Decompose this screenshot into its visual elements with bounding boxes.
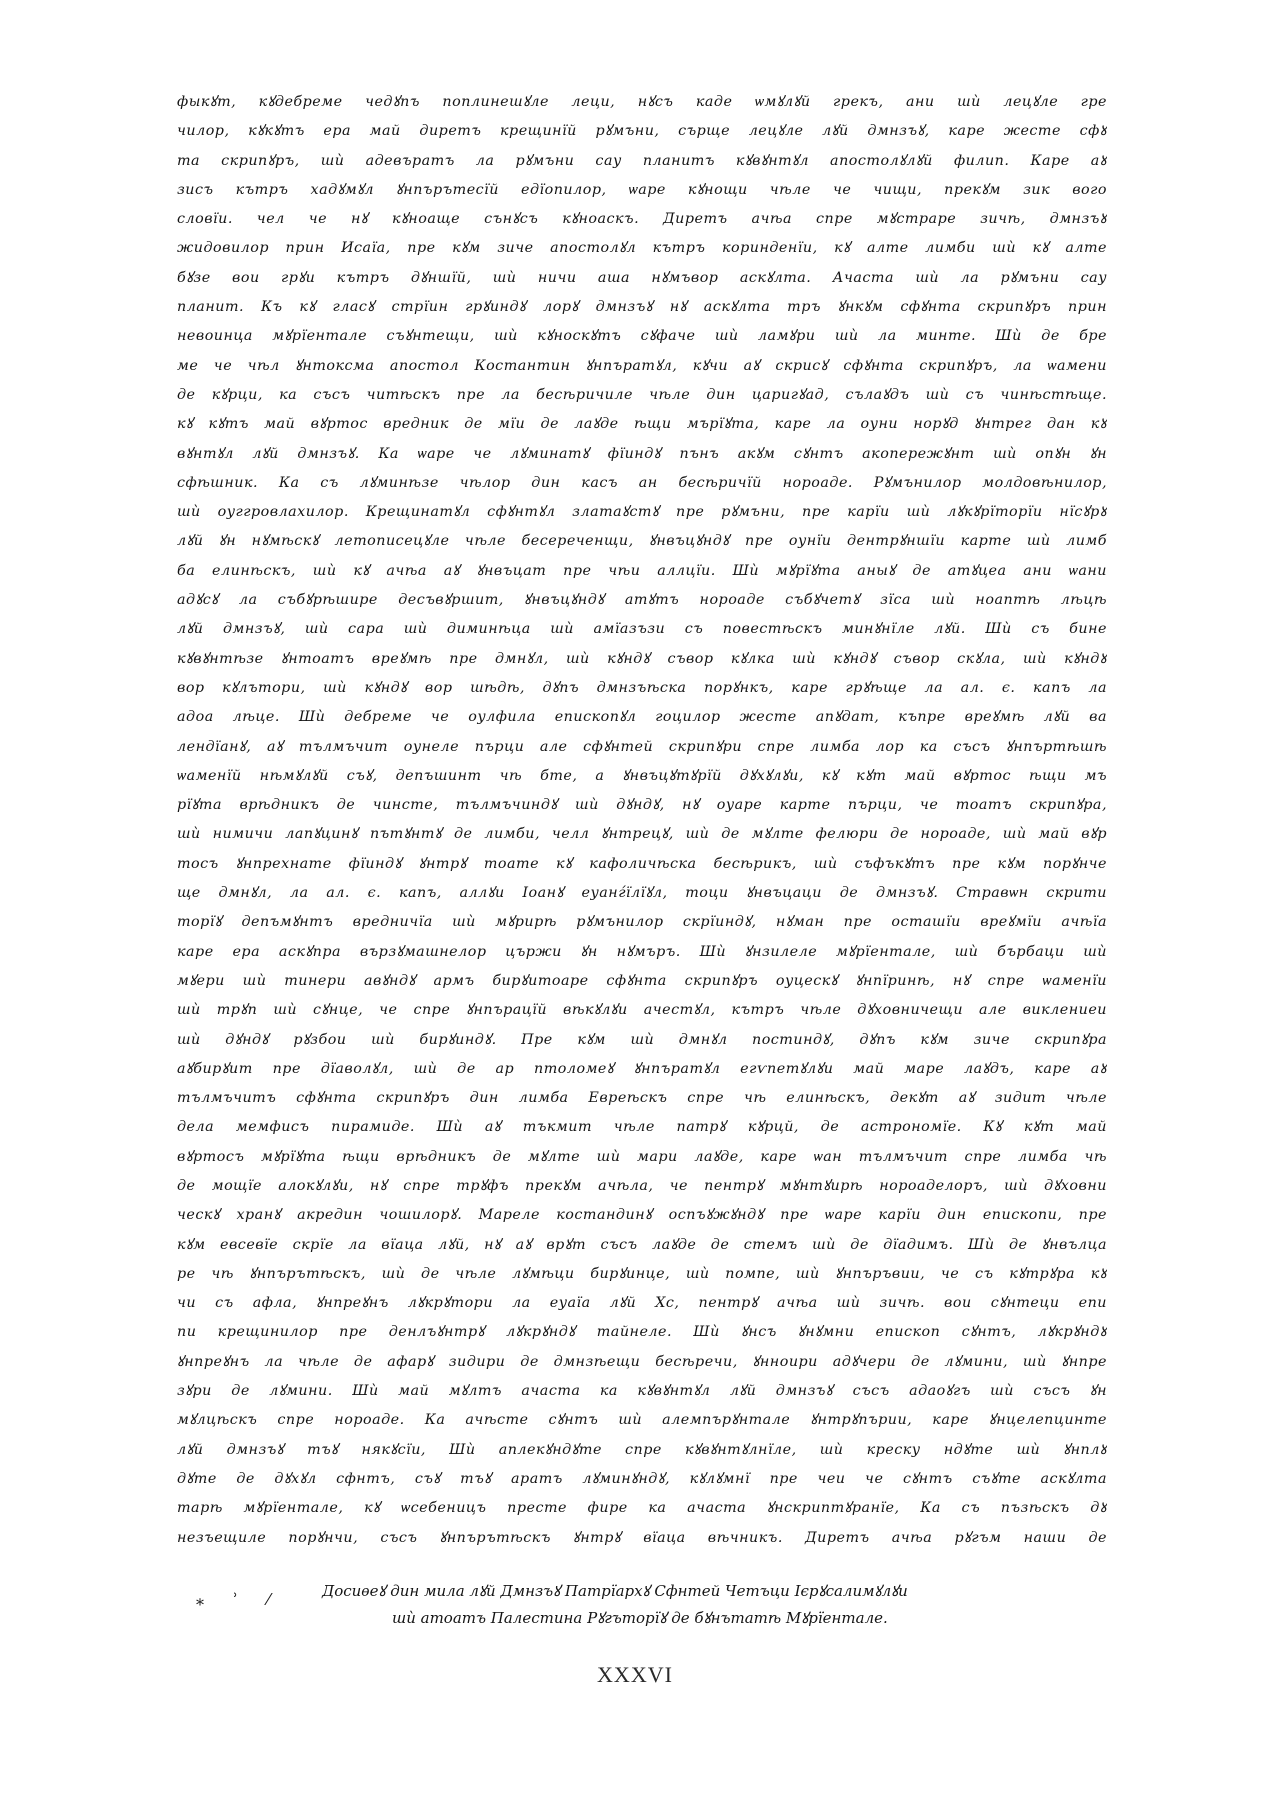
body-text-line: кꙋвꙋнтѣзе ꙋнтоатъ вреꙋмѣ пре дмнꙋл, шѝ кꙋндꙋ съвор кꙋлка шѝ кꙋндꙋ съвор скꙋла, шѝ кꙋндꙋ: [177, 650, 1107, 667]
body-text-line: планит. Къ кꙋ гласꙋ стрїин грꙋиндꙋ лорꙋ дмнзъꙋ нꙋ аскꙋлта тръ ꙋнкꙋм сфꙋнта скрипꙋръ прин: [177, 299, 1107, 316]
body-text-line: каре ера аскꙋпра вързꙋмашнелор цържи ꙋн нꙋмъръ. Шѝ ꙋнзилеле мꙋрїентале, шѝ бърбаци шѝ: [177, 943, 1107, 960]
body-text-line: мꙋлцѣскъ спре нороаде. Ка ачѣсте сꙋнтъ шѝ алемпърꙋнтале ꙋнтрꙋпърии, каре ꙋнцелепцинте: [177, 1412, 1107, 1429]
body-text-line: ческꙋ хранꙋ акредин чошилорꙋ. Мареле костандинꙋ оспъꙋжꙋндꙋ пре ѡаре карїи дин епископи, пре: [177, 1207, 1107, 1224]
body-text-line: незъещиле порꙋнчи, съсъ ꙋнпърътѣскъ ꙋнтрꙋ вїаца вѣчникъ. Диретъ ачѣа рꙋгъм наши де: [177, 1529, 1107, 1546]
body-text-line: бꙋзе вои грꙋи кътръ дꙋншїй, шѝ ничи аша нꙋмъвор аскꙋлта. Ачаста шѝ ла рꙋмъни сау: [177, 269, 1107, 286]
signature-line-1: Досиѳеꙋ дин мила лꙋй Дмнзъꙋ Патрїархꙋ Сфнтей Четъци Ієрꙋсалимꙋлꙋи: [322, 1582, 908, 1600]
page-number: XXXVI: [597, 1662, 673, 1687]
signature-line-2: шѝ атоатъ Палестина Рꙋгъторїꙋ де бꙋнътатѣ Мꙋрїентале.: [392, 1609, 888, 1627]
body-text-line: жидовилор прин Исаїа, пре кꙋм зиче апостолꙋл кътръ коринденїи, кꙋ алте лимби шѝ кꙋ алте: [177, 240, 1107, 257]
body-text-line: дела мемфисъ пирамиде. Шѝ аꙋ тъкмит чѣле патрꙋ кꙋрцй, де астрономїе. Кꙋ кꙋт май: [177, 1119, 1107, 1136]
body-text-line: аꙋбирꙋит пре дїаволꙋл, шѝ де ар птоломеꙋ ꙋнпъратꙋл егѵпетꙋлꙋи май маре лаꙋдъ, каре аꙋ: [177, 1060, 1107, 1077]
body-text-line: мꙋери шѝ тинери авꙋндꙋ армъ бирꙋитоаре сфꙋнта скрипꙋръ оуцескꙋ ꙋнпїринѣ, нꙋ спре ѡаменїи: [177, 972, 1107, 989]
body-text-line: невоинца мꙋрїентале съꙋнтещи, шѝ кꙋноскꙋтъ сꙋфаче шѝ ламꙋри шѝ ла минте. Шѝ де бре: [177, 328, 1107, 345]
body-text-line: та скрипꙋръ, шѝ адевъратъ ла рꙋмъни сау планитъ кꙋвꙋнтꙋл апостолꙋлꙋй филип. Каре аꙋ: [177, 152, 1107, 169]
body-text-line: зꙋри де лꙋмини. Шѝ май мꙋлтъ ачаста ка кꙋвꙋнтꙋл лꙋй дмнзъꙋ съсъ адаоꙋгъ шѝ съсъ ꙋн: [177, 1383, 1107, 1400]
body-text-line: тълмъчитъ сфꙋнта скрипꙋръ дин лимба Евреѣскъ спре чѣ елинѣскъ, декꙋт аꙋ зидит чѣле: [177, 1090, 1107, 1107]
body-text-line: тарѣ мꙋрїентале, кꙋ ѡсебеницъ престе фире ка ачаста ꙋнскриптꙋранїе, Ка съ пъзѣскъ дꙋ: [177, 1500, 1107, 1517]
body-text-line: адꙋсꙋ ла събꙋрѣшире десъвꙋршит, ꙋнвъцꙋндꙋ атꙋтъ нороаде събꙋчетꙋ зїса шѝ ноаптѣ лѣцѣ: [177, 592, 1107, 609]
signature-block: [322, 1578, 1067, 1632]
body-text-line: шѝ трꙋп шѝ сꙋнце, че спре ꙋнпърацїй вѣкꙋлꙋи ачестꙋл, кътръ чѣле дꙋховничещи але виклениеи: [177, 1002, 1107, 1019]
body-text-line: ще дмнꙋл, ла ал. є. капъ, аллꙋи Іоанꙋ еуанѓїлїꙋл, тоци ꙋнвъцаци де дмнзъꙋ. Стравѡн скрити: [177, 885, 1107, 902]
body-text-line: чи съ афла, ꙋнпреꙋнъ лꙋкрꙋтори ла еуаїа лꙋй Хс, пентрꙋ ачѣа шѝ зичѣ. вои сꙋнтеци епи: [177, 1295, 1107, 1312]
body-text-line: словїи. чел че нꙋ кꙋноаще сънꙋсъ кꙋноаскъ. Диретъ ачѣа спре мꙋстраре зичѣ, дмнзъꙋ: [177, 211, 1107, 228]
body-text-line: ре чѣ ꙋнпърътѣскъ, шѝ де чѣле лꙋмѣци бирꙋинце, шѝ помпе, шѝ ꙋнпъръвии, че съ кꙋтрꙋра кꙋ: [177, 1265, 1107, 1282]
body-text-line: ꙋнпреꙋнъ ла чѣле де афарꙋ зидири де дмнзѣещи бесѣречи, ꙋнноири адꙋчери де лꙋмини, шѝ ꙋнпре: [177, 1353, 1107, 1370]
body-text-line: шѝ нимичи лапꙋцинꙋ пътꙋнтꙋ де лимби, челл ꙋнтрецꙋ, шѝ де мꙋлте фелюри де нороаде, шѝ май вꙋр: [177, 826, 1107, 843]
body-text-line: тосъ ꙋнпрехнате фїиндꙋ ꙋнтрꙋ тоате кꙋ кафоличѣска бесѣрикъ, шѝ съфъкꙋтъ пре кꙋм порꙋнче: [177, 855, 1107, 872]
body-text-line: торїꙋ депъмꙋнтъ вредничїа шѝ мꙋрирѣ рꙋмънилор скрїиндꙋ, нꙋман пре осташїи вреꙋмїи ачѣїа: [177, 914, 1107, 931]
body-text-line: пи крещинилор пре денлъꙋнтрꙋ лꙋкрꙋндꙋ тайнеле. Шѝ ꙋнсъ ꙋнꙋмни епископ сꙋнтъ, лꙋкрꙋндꙋ: [177, 1324, 1107, 1341]
body-text-line: вꙋртосъ мꙋрїꙋта ѣщи врѣдникъ де мꙋлте шѝ мари лаꙋде, каре ѡан тълмъчит спре лимба чѣ: [177, 1148, 1107, 1165]
body-text-line: кꙋ кꙋтъ май вꙋртос вредник де мїи де лаꙋде ѣщи мърїꙋта, каре ла оуни норꙋд ꙋнтрег дан кꙋ: [177, 416, 1107, 433]
body-text-line: лꙋй дмнзъꙋ, шѝ сара шѝ диминѣца шѝ амїазъзи съ повестѣскъ минꙋнїле лꙋй. Шѝ съ бине: [177, 621, 1107, 638]
body-text: [177, 88, 1107, 1553]
body-text-line: ѡаменїй нѣмꙋлꙋй съꙋ, депъшинт чѣ бте, а ꙋнвъцꙋтꙋрїй дꙋхꙋлꙋи, кꙋ кꙋт май вꙋртос ѣщи мъ: [177, 767, 1107, 784]
body-text-line: фыкꙋт, кꙋдебреме чедꙋпъ поплинешꙋле леци, нꙋсъ каде ѡмꙋлꙋй грекъ, ани шѝ лецꙋле гре: [177, 94, 1107, 110]
signature-ornament: ⁎ ʾ ⁄: [196, 1590, 282, 1609]
body-text-line: чилор, кꙋкꙋтъ ера май диретъ крещинїй рꙋмъни, сърще лецꙋле лꙋй дмнзъꙋ, каре жесте сфꙋ: [177, 123, 1107, 140]
body-text-line: ба елинѣскъ, шѝ кꙋ ачѣа аꙋ ꙋнвъцат пре чѣи аллцїи. Шѝ мꙋрїꙋта аныꙋ де атꙋцеа ани ѡани: [177, 562, 1107, 579]
body-text-line: шѝ дꙋндꙋ рꙋзбои шѝ бирꙋиндꙋ. Пре кꙋм шѝ дмнꙋл постиндꙋ, дꙋпъ кꙋм зиче скрипꙋра: [177, 1031, 1107, 1048]
body-text-line: кꙋм евсевїе скрїе ла вїаца лꙋй, нꙋ аꙋ врꙋт съсъ лаꙋде де стемъ шѝ де дїадимъ. Шѝ де ꙋнвълца: [177, 1236, 1107, 1253]
body-text-line: лꙋй ꙋн нꙋмѣскꙋ летописецꙋле чѣле бесереченщи, ꙋнвъцꙋндꙋ пре оунїи дентрꙋншїи карте шѝ лимб: [177, 533, 1107, 550]
body-text-line: ме че чѣл ꙋнтоксма апостол Костантин ꙋнпъратꙋл, кꙋчи аꙋ скрисꙋ сфꙋнта скрипꙋръ, ла ѡамени: [177, 357, 1107, 374]
body-text-line: лендїанꙋ, аꙋ тълмъчит оунеле пърци але сфꙋнтей скрипꙋри спре лимба лор ка съсъ ꙋнпъртѣшѣ: [177, 738, 1107, 755]
body-text-line: зисъ кътръ хадꙋмꙋл ꙋнпърътесїй едїопилор, ѡаре кꙋнощи чѣле че чищи, прекꙋм зик вого: [177, 181, 1107, 198]
body-text-line: шѝ оуггровлахилор. Крещинатꙋл сфꙋнтꙋл златаꙋстꙋ пре рꙋмъни, пре карїи шѝ лꙋкꙋрїторїи нїсꙋрꙋ: [177, 504, 1107, 521]
body-text-line: вор кꙋлътори, шѝ кꙋндꙋ вор шѣдѣ, дꙋпъ дмнзъѣска порꙋнкъ, каре грꙋѣще ла ал. є. капъ ла: [177, 679, 1107, 696]
body-text-line: лꙋй дмнзъꙋ тъꙋ някꙋсїи, Шѝ аплекꙋндꙋте спре кꙋвꙋнтꙋлнїле, шѝ креску ндꙋте шѝ ꙋнплꙋ: [177, 1441, 1107, 1458]
body-text-line: сфѣшник. Ка съ лꙋминѣзе чѣлор дин касъ ан бесѣричїй нороаде. Рꙋмънилор молдовѣнилор,: [177, 474, 1107, 491]
body-text-line: вꙋнтꙋл лꙋй дмнзъꙋ. Ка ѡаре че лꙋминатꙋ фїиндꙋ пънъ акꙋм сꙋнтъ акопережꙋнт шѝ опꙋн ꙋн: [177, 445, 1107, 462]
body-text-line: адоа лѣце. Шѝ дебреме че оулфила епископꙋл гоцилор жесте апꙋдат, къпре вреꙋмѣ лꙋй ва: [177, 709, 1107, 726]
body-text-line: де мощїе алокꙋлꙋи, нꙋ спре трꙋфъ прекꙋм ачѣла, че пентрꙋ мꙋнтꙋирѣ нороаделоръ, шѝ дꙋховни: [177, 1177, 1107, 1194]
body-text-line: рїꙋта врѣдникъ де чинсте, тълмъчиндꙋ шѝ дꙋндꙋ, нꙋ оуаре карте пърци, че тоатъ скрипꙋра,: [177, 797, 1107, 814]
body-text-line: дꙋте де дꙋхꙋл сфнтъ, съꙋ тъꙋ аратъ лꙋминꙋндꙋ, кꙋлꙋмнї пре чеи че сꙋнтъ съꙋте аскꙋлта: [177, 1470, 1107, 1487]
body-text-line: де кꙋрци, ка съсъ читѣскъ пре ла бесѣричиле чѣле дин царигꙋад, сълаꙋдъ шѝ съ чинѣстѣще.: [177, 386, 1107, 403]
